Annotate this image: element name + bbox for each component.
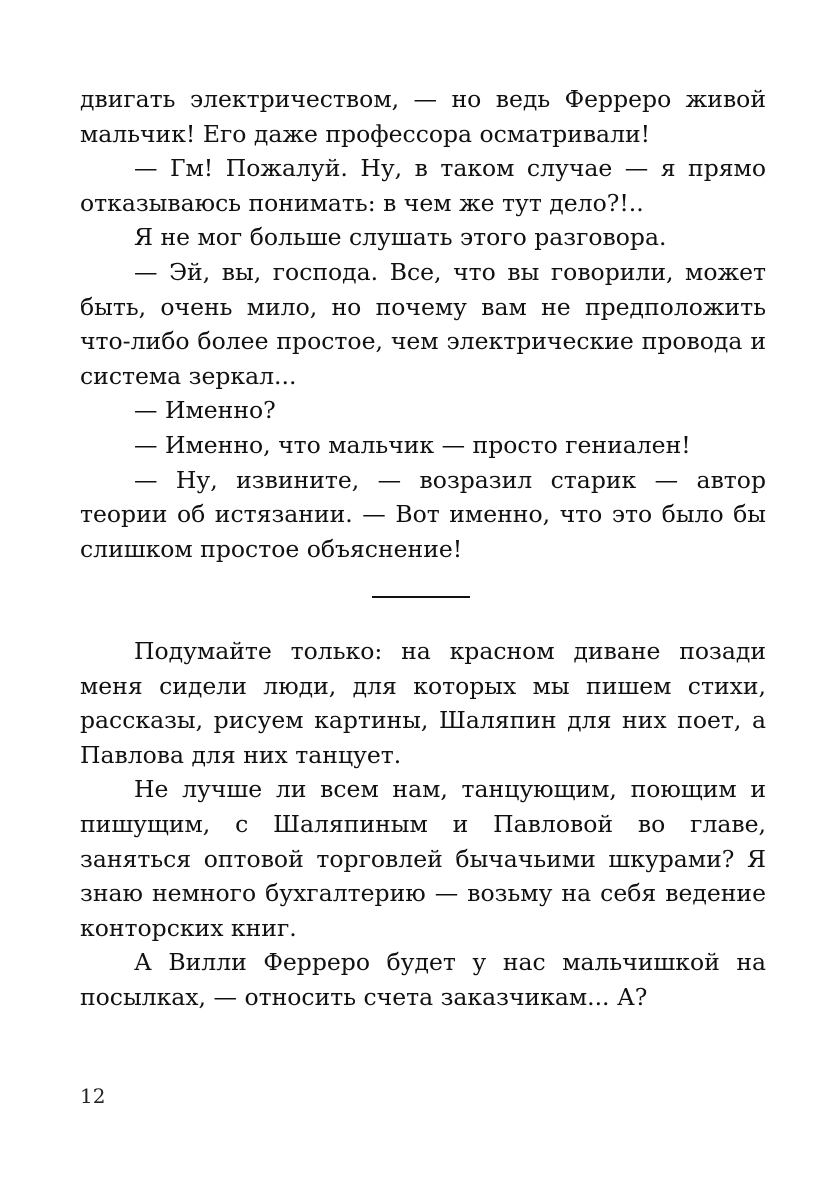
page-number: 12 [80,1084,106,1108]
paragraph: — Ну, извините, — возразил старик — автор теории об истязании. — Вот именно, что это было бы слишком простое объяснение! [80,465,766,563]
paragraph: А Вилли Ферреро будет у нас мальчишкой на посылках, — относить счета заказчикам... А? [80,948,766,1011]
section-divider [372,596,470,598]
text-section-1 [80,82,766,566]
paragraph: Подумайте только: на красном диване позади меня сидели люди, для которых мы пишем стихи, рассказы, рисуем картины, Шаляпин для них поет, а Павлова для них танцует. [80,637,766,769]
paragraph: — Именно? [134,396,276,425]
paragraph: — Гм! Пожалуй. Ну, в таком случае — я прямо отказываюсь понимать: в чем же тут дело?!.. [80,154,766,217]
paragraph: Не лучше ли всем нам, танцующим, поющим и пишущим, с Шаляпиным и Павловой во главе, заняться оптовой торговлей бычачьими шкурами? Я знаю немного бухгалтерию — возьму на себя ведение конторских книг. [80,775,766,942]
paragraph: Я не мог больше слушать этого разговора. [134,223,667,252]
paragraph-continuation: двигать электричеством, — но ведь Ферреро живой мальчик! Его даже профессора осматривали! [80,85,766,148]
paragraph: — Эй, вы, господа. Все, что вы говорили, может быть, очень мило, но почему вам не предположить что-либо более простое, чем электрические провода и система зеркал... [80,257,766,390]
paragraph: — Именно, что мальчик — просто гениален! [134,430,691,459]
text-section-2 [80,634,766,1015]
